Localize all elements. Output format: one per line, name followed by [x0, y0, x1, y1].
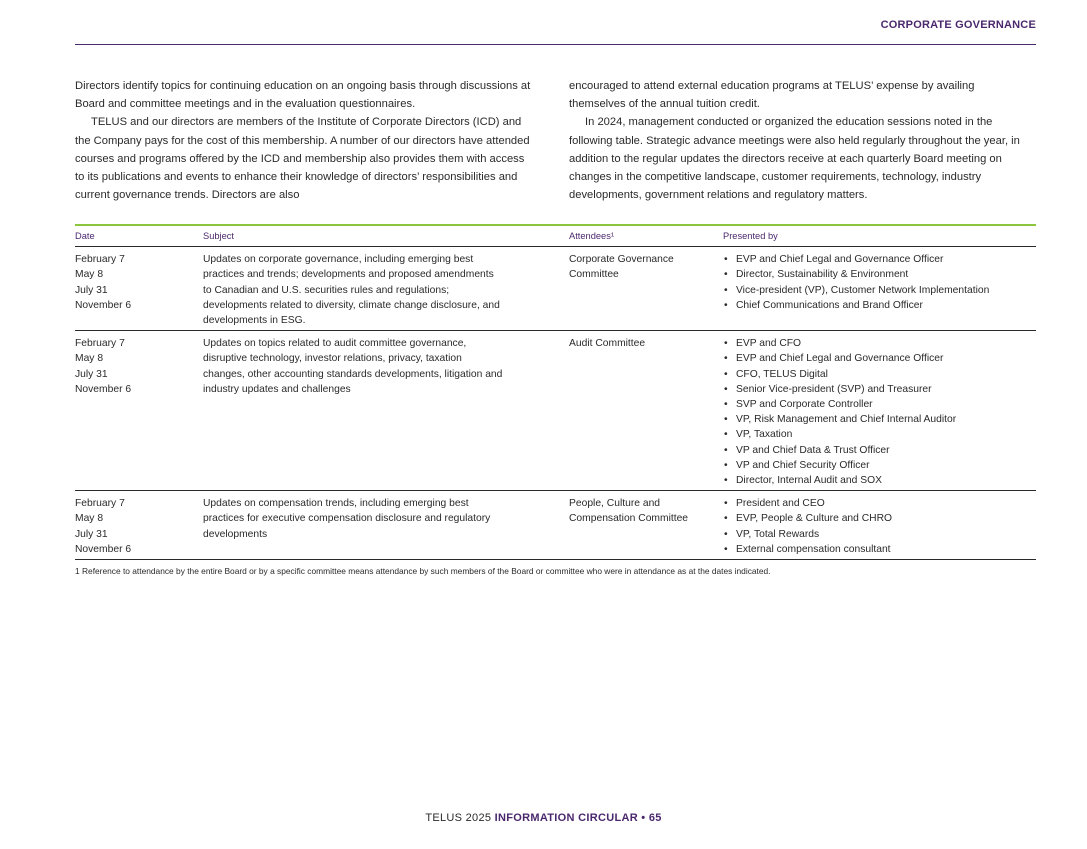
date: May 8 — [75, 269, 104, 281]
attendees-text: People, Culture and Compensation Committee — [569, 498, 689, 525]
subject-text: Updates on corporate governance, including emerging best practices and trends; developments and proposed amendments to Canadian and U.S. securities rules and regulations; developments related to diversity, climate change disclosure, and developments in ESG. — [203, 254, 500, 327]
intro-paragraph: encouraged to attend external education programs at TELUS’ expense by availing themselves of the annual tuition credit. — [569, 80, 975, 111]
education-sessions-table — [75, 228, 1036, 560]
date: July 31 — [75, 528, 108, 540]
subject-text: Updates on compensation trends, including emerging best practices for executive compensation disclosure and regulatory developments — [203, 498, 491, 540]
date: July 31 — [75, 368, 108, 380]
date: February 7 — [75, 498, 125, 510]
page-number: 65 — [648, 812, 662, 824]
presenter-item: • President and CEO — [723, 496, 1036, 511]
presenters-cell — [723, 491, 1036, 560]
date: November 6 — [75, 383, 132, 395]
dates-cell — [75, 247, 203, 331]
date: July 31 — [75, 284, 108, 296]
date: November 6 — [75, 543, 132, 555]
intro-right-column — [569, 77, 1034, 204]
intro-paragraph: TELUS and our directors are members of the Institute of Corporate Directors (ICD) and the Company pays for the cost of this membership. A number of our directors have attended courses and programs offered by the ICD and membership also provides them with access to its publications and events to enhance their knowledge of directors’ responsibilities and current governance trends. Directors are also — [75, 116, 530, 202]
section-title: CORPORATE GOVERNANCE — [880, 19, 1036, 31]
attendees-cell — [569, 331, 723, 491]
presenter-item: • EVP and Chief Legal and Governance Officer — [723, 351, 1036, 366]
presented-by-column-header: Presented by — [723, 228, 1036, 247]
presenter-item: • SVP and Corporate Controller — [723, 397, 1036, 412]
footnote: 1 Reference to attendance by the entire Board or by a specific committee means attendance by such members of the Board or committee who were in attendance as at the dates indicated. — [75, 566, 771, 576]
date: May 8 — [75, 353, 104, 365]
presenters-cell — [723, 331, 1036, 491]
date: May 8 — [75, 513, 104, 525]
presenter-item: • EVP and CFO — [723, 336, 1036, 351]
presenter-item: • EVP, People & Culture and CHRO — [723, 511, 1036, 526]
presenter-item: • Director, Internal Audit and SOX — [723, 473, 1036, 488]
attendees-cell — [569, 247, 723, 331]
footer-separator: • — [637, 812, 649, 824]
date-column-header: Date — [75, 228, 203, 247]
subject-column-header: Subject — [203, 228, 569, 247]
subject-cell — [203, 331, 569, 491]
presenters-list — [723, 336, 1036, 488]
presenters-list — [723, 252, 1036, 313]
presenters-cell — [723, 247, 1036, 331]
header-divider — [75, 44, 1036, 45]
intro-left-column — [75, 77, 533, 204]
presenter-item: • VP and Chief Data & Trust Officer — [723, 443, 1036, 458]
subject-cell — [203, 247, 569, 331]
table-row — [75, 491, 1036, 560]
table-top-rule — [75, 224, 1036, 226]
presenter-item: • CFO, TELUS Digital — [723, 367, 1036, 382]
dates-cell — [75, 491, 203, 560]
presenter-item: • VP, Total Rewards — [723, 527, 1036, 542]
attendees-cell — [569, 491, 723, 560]
attendees-column-header: Attendees¹ — [569, 228, 723, 247]
footer-publication-title: INFORMATION CIRCULAR — [494, 812, 638, 824]
presenter-item: • External compensation consultant — [723, 542, 1036, 557]
attendees-text: Audit Committee — [569, 338, 646, 350]
presenter-item: • Chief Communications and Brand Officer — [723, 298, 1036, 313]
intro-paragraph: Directors identify topics for continuing education on an ongoing basis through discussions at Board and committee meetings and in the evaluation questionnaires. — [75, 80, 531, 111]
attendees-text: Corporate Governance Committee — [569, 254, 674, 281]
date: February 7 — [75, 338, 125, 350]
table-header-row — [75, 228, 1036, 247]
dates-cell — [75, 331, 203, 491]
date: February 7 — [75, 254, 125, 266]
page-footer — [0, 812, 1087, 824]
presenter-item: • VP and Chief Security Officer — [723, 458, 1036, 473]
subject-text: Updates on topics related to audit committee governance, disruptive technology, investor relations, privacy, taxation changes, other accounting standards developments, litigation and industry updates and challenges — [203, 338, 503, 395]
presenter-item: • Senior Vice-president (SVP) and Treasurer — [723, 382, 1036, 397]
intro-paragraph: In 2024, management conducted or organized the education sessions noted in the following table. Strategic advance meetings were also held regularly throughout the year, in addition to the regular updates the directors receive at each quarterly Board meeting on changes in the competitive landscape, customer requirements, technology, industry developments, government relations and regulatory matters. — [569, 116, 1020, 202]
table-row — [75, 331, 1036, 491]
presenter-item: • Vice-president (VP), Customer Network Implementation — [723, 283, 1036, 298]
footer-prefix: TELUS 2025 — [425, 812, 495, 824]
table-row — [75, 247, 1036, 331]
presenter-item: • EVP and Chief Legal and Governance Officer — [723, 252, 1036, 267]
presenters-list — [723, 496, 1036, 557]
subject-cell — [203, 491, 569, 560]
date: November 6 — [75, 299, 132, 311]
presenter-item: • Director, Sustainability & Environment — [723, 267, 1036, 282]
presenter-item: • VP, Taxation — [723, 427, 1036, 442]
presenter-item: • VP, Risk Management and Chief Internal Auditor — [723, 412, 1036, 427]
